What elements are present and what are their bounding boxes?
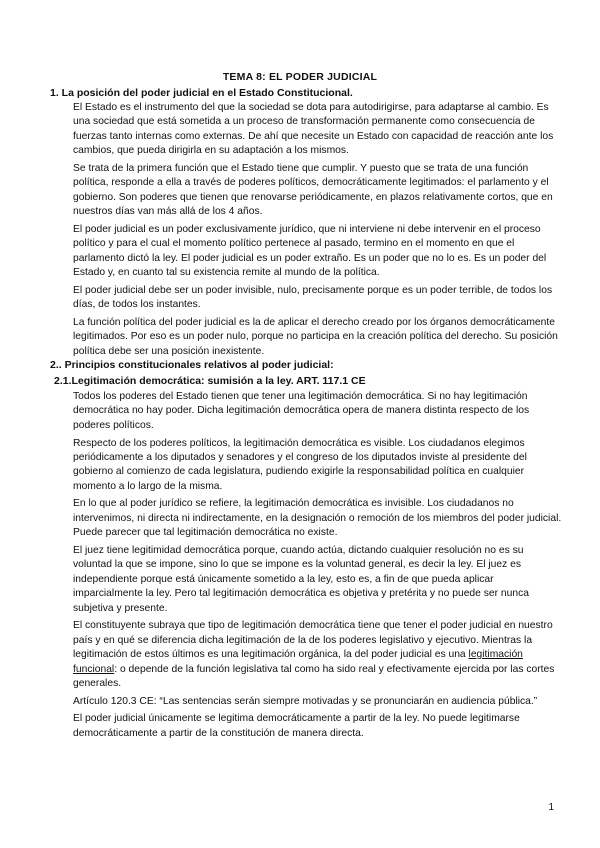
paragraph — [73, 619, 563, 691]
paragraph: En lo que al poder jurídico se refiere, la legitimación democrática es invisible. Los ciudadanos no intervenimos, ni directa ni indirectamente, en la designación o remoción de los miembros del poder judicial. Puede parecer que tal legitimación democrática no existe. — [73, 498, 562, 539]
paragraph-text-continued: : o depende de la función legislativa tal como ha sido real y efectivamente ejercida por las cortes generales. — [73, 663, 555, 689]
paragraph: Todos los poderes del Estado tienen que tener una legitimación democrática. Si no hay legitimación democrática no hay poder. Dicha legitimación democrática opera de manera distinta respecto de los poderes políticos. — [73, 391, 530, 431]
section-2-1-body — [73, 390, 563, 744]
paragraph: Artículo 120.3 CE: “Las sentencias serán siempre motivadas y se pronunciarán en audiencia pública.” — [73, 695, 538, 707]
section-2-1-heading: 2.1.Legitimación democrática: sumisión a la ley. ART. 117.1 CE — [54, 375, 366, 387]
paragraph: El juez tiene legitimidad democrática porque, cuando actúa, dictando cualquier resolución no es su voluntad la que se impone, sino lo que se impone es la voluntad general, es decir la ley. El juez es independiente porque está únicamente sometido a la ley, esto es, a fin de que pueda aplicar imparcialmente la ley. Pero tal legitimación democrática es objetiva y pretérita y no puede ser nunca subjetiva y presente. — [73, 544, 529, 614]
section-1-body — [73, 101, 563, 362]
section-2-heading: 2.. Principios constitucionales relativos al poder judicial: — [50, 359, 334, 371]
paragraph-text: El constituyente subraya que tipo de legitimación democrática tiene que tener el poder judicial en nuestro país y en qué se diferencia dicha legitimación de la de los poderes legislativo y ejecutivo. Mientras la legitimación de estos últimos es una legitimación orgánica, la del poder judicial es una — [73, 620, 553, 661]
paragraph: El poder judicial debe ser un poder invisible, nulo, precisamente porque es un poder terrible, de todos los días, de todos los instantes. — [73, 284, 553, 311]
document-title: TEMA 8: EL PODER JUDICIAL — [222, 71, 378, 83]
underlined-term: legitimación funcional — [73, 649, 523, 675]
paragraph: El poder judicial únicamente se legitima democráticamente a partir de la ley. No puede legitimarse democráticamente a partir de la constitución de manera directa. — [73, 713, 520, 739]
paragraph: El Estado es el instrumento del que la sociedad se dota para autodirigirse, para adaptarse al cambio. Es una sociedad que está sometida a un proceso de transformación permanente como consecuencia de fuerzas tanto internas como externas. De ahí que necesite un Estado con capacidad de reacción ante los cambios, que pueda dirigirla en su adaptación a los mismos. — [73, 102, 554, 157]
paragraph: El poder judicial es un poder exclusivamente jurídico, que ni interviene ni debe intervenir en el proceso político y para el cual el momento político pertenece al pasado, termino en el momento en que el parlamento dictó la ley. El poder judicial es un poder extraño. Es un poder que no lo es. Es un poder del Estado y, en cuanto tal su existencia remite al mundo de la política. — [73, 223, 547, 279]
paragraph: La función política del poder judicial es la de aplicar el derecho creado por los órganos democráticamente legitimados. Por eso es un poder nulo, porque no participa en la creación política del derecho. Su posición política debe ser una posición inexistente. — [73, 316, 558, 357]
page-number: 1 — [548, 802, 554, 813]
paragraph: Respecto de los poderes políticos, la legitimación democrática es visible. Los ciudadanos elegimos periódicamente a los diputados y senadores y el congreso de los diputados inviste al presidente del gobierno al comienzo de cada legislatura, pudiendo exigirle la responsabilidad política en cualquier momento a lo largo de la misma. — [73, 437, 527, 492]
paragraph: Se trata de la primera función que el Estado tiene que cumplir. Y puesto que se trata de una función política, responde a ella a través de poderes políticos, democráticamente legitimados: el parlamento y el gobierno. Son poderes que tienen que renovarse periódicamente, en plazos relativamente cortos, que en nuestros días van más allá de los 4 años. — [73, 162, 553, 218]
section-1-heading: 1. La posición del poder judicial en el Estado Constitucional. — [50, 87, 353, 99]
